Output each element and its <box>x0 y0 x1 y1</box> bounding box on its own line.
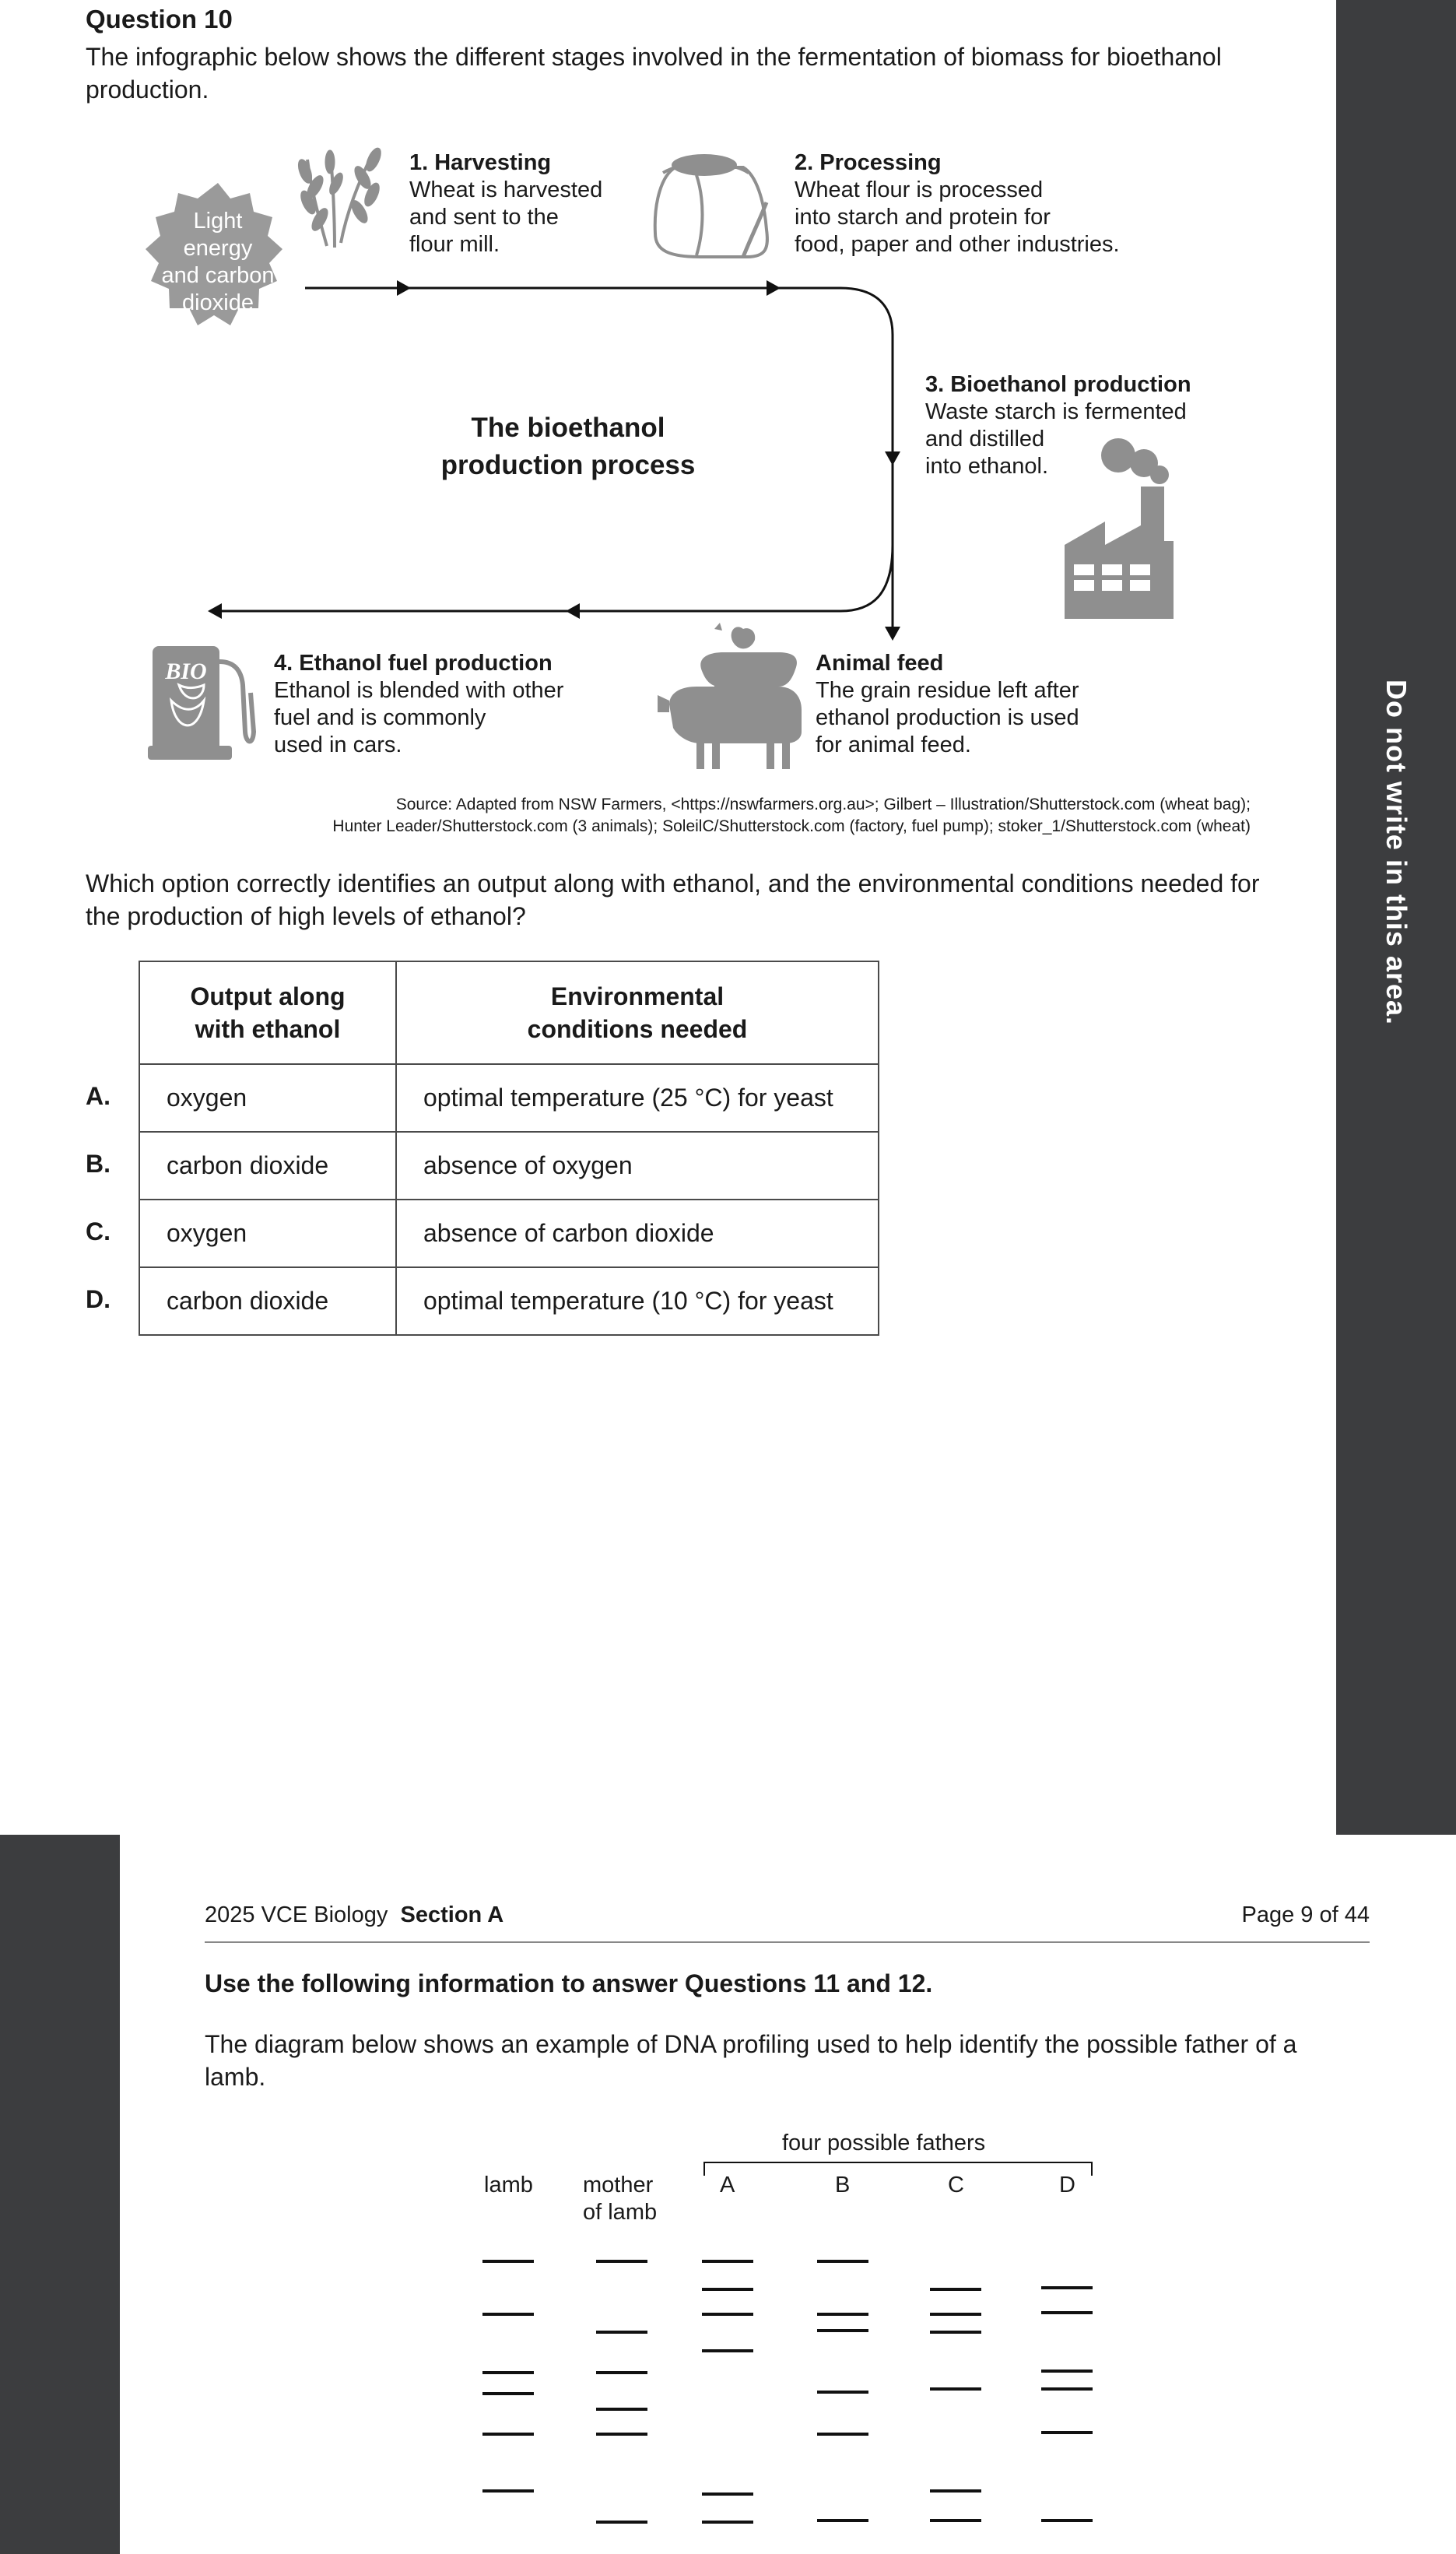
dna-profile-diagram <box>0 2117 1456 2554</box>
dna-col-d: D <box>1059 2173 1075 2197</box>
dna-col-c: C <box>948 2173 964 2197</box>
dna-bands <box>482 2261 1093 2522</box>
question-stem: Which option correctly identifies an output along with ethanol, and the environmental conditions needed for the production of high levels of ethanol? <box>86 869 1260 930</box>
option-output: carbon dioxide <box>139 1132 396 1200</box>
table-row[interactable] <box>139 1200 879 1267</box>
header-output: Output along with ethanol <box>139 961 396 1064</box>
question-title: Question 10 <box>86 5 233 33</box>
option-output: oxygen <box>139 1200 396 1267</box>
dna-col-a: A <box>720 2173 735 2197</box>
option-letter-c[interactable]: C. <box>86 1217 111 1245</box>
flour-bag-icon <box>655 163 767 257</box>
page-number: Page 9 of 44 <box>1241 1902 1370 1927</box>
option-conditions: absence of carbon dioxide <box>396 1200 879 1267</box>
table-row[interactable] <box>139 1267 879 1335</box>
exam-name: 2025 VCE Biology <box>205 1902 388 1927</box>
header-conditions: Environmental conditions needed <box>396 961 879 1064</box>
step4-ethanol-fuel: 4. Ethanol fuel production Ethanol is blended with other fuel and is commonly used in cars. <box>274 651 564 757</box>
options-table <box>139 961 879 1336</box>
sun-label: Light energy and carbon dioxide <box>161 209 275 315</box>
pump-bio-label: BIO <box>165 659 207 684</box>
question-intro: The infographic below shows the different stages involved in the fermentation of biomass for bioethanol production. <box>86 43 1222 104</box>
option-conditions: absence of oxygen <box>396 1132 879 1200</box>
fathers-bracket <box>704 2162 1092 2176</box>
infographic-source: Source: Adapted from NSW Farmers, <https://nswfarmers.org.au>; Gilbert – Illustration/Shutterstock.com (wheat bag); Hunter Leader/Shutterstock.com (3 animals); SoleilC/Shutterstock.com (factory, fuel pump); stoker_1/Shutterstock.com (wheat) <box>332 796 1251 835</box>
info-heading: Use the following information to answer Questions 11 and 12. <box>205 1969 933 1997</box>
step2-processing: 2. Processing Wheat flour is processed into starch and protein for food, paper and other industries. <box>795 150 1120 257</box>
option-letter-d[interactable]: D. <box>86 1285 111 1313</box>
info-paragraph: The diagram below shows an example of DNA profiling used to help identify the possible father of a lamb. <box>205 2030 1297 2091</box>
infographic-center-title: The bioethanol production process <box>440 413 696 480</box>
dna-group-label: four possible fathers <box>782 2131 986 2155</box>
animal-feed-text: Animal feed The grain residue left after ethanol production is used for animal feed. <box>816 651 1079 757</box>
option-output: carbon dioxide <box>139 1267 396 1335</box>
option-conditions: optimal temperature (10 °C) for yeast <box>396 1267 879 1335</box>
dna-col-mother: mother of lamb <box>583 2173 658 2225</box>
option-output: oxygen <box>139 1064 396 1132</box>
option-letter-b[interactable]: B. <box>86 1150 111 1178</box>
option-letter-a[interactable]: A. <box>86 1082 111 1110</box>
wheat-icon <box>296 146 384 248</box>
option-conditions: optimal temperature (25 °C) for yeast <box>396 1064 879 1132</box>
dna-col-b: B <box>835 2173 851 2197</box>
step3-bioethanol: 3. Bioethanol production Waste starch is fermented and distilled into ethanol. <box>925 372 1191 479</box>
farm-animals-icon <box>658 623 802 769</box>
page-header <box>205 1899 1370 1943</box>
step1-harvesting: 1. Harvesting Wheat is harvested and sent to the flour mill. <box>409 150 603 257</box>
do-not-write-text: Do not write in this area. <box>1381 679 1412 1026</box>
table-row[interactable] <box>139 1132 879 1200</box>
table-row[interactable] <box>139 1064 879 1132</box>
dna-col-lamb: lamb <box>484 2173 533 2197</box>
section-label: Section A <box>400 1902 504 1927</box>
